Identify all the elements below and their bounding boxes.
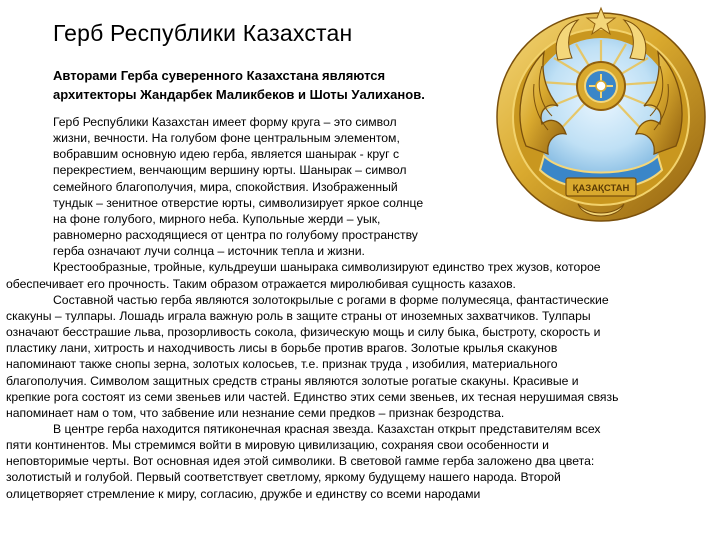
- body-line: напоминают также снопы зерна, золотых колосьев, т.е. признак труда , изобилия, материального: [6, 357, 558, 372]
- body-line: герба означают лучи солнца – источник тепла и жизни.: [53, 244, 365, 259]
- body-paragraphs: [6, 114, 716, 502]
- body-line: пяти континентов. Мы стремимся войти в мировую цивилизацию, сохраняя свои особенности и: [6, 438, 549, 453]
- body-line: В центре герба находится пятиконечная красная звезда. Казахстан открыт представителям всех: [53, 421, 601, 436]
- body-line: олицетворяет стремление к миру, согласию, дружбе и единству со всеми народами: [6, 486, 481, 501]
- body-line: благополучия. Символом защитных средств страны являются золотые рогатые скакуны. Красивые и: [6, 373, 579, 388]
- body-line: обеспечивает его прочность. Таким образом отражается миролюбивая сущность казахов.: [6, 276, 516, 291]
- body-line: равномерно расходящиеся от центра по голубому пространству: [53, 228, 418, 243]
- body-line: золотистый и голубой. Первый соответствует светлому, яркому будущему нашего народа. Второй: [6, 470, 561, 485]
- page-title: Герб Республики Казахстан: [53, 20, 353, 46]
- authors-paragraph: [53, 66, 493, 104]
- body-line: на фоне голубого, мирного неба. Купольные жерди – уык,: [53, 211, 381, 226]
- body-line: скакуны – тулпары. Лошадь играла важную роль в защите страны от иноземных захватчиков. Тулпары: [6, 308, 591, 323]
- body-line: напоминает нам о том, что забвение или незнание семи предков – признак безродства.: [6, 405, 505, 420]
- body-line: Герб Республики Казахстан имеет форму круга – это символ: [53, 115, 397, 129]
- body-line: Составной частью герба являются золотокрылые с рогами в форме полумесяца, фантастические: [53, 292, 609, 307]
- body-line: неповторимые черты. Вот основная идея этой символики. В световой гамме герба заложено два цвета:: [6, 454, 595, 469]
- body-line: перекрестием, венчающим вершину юрты. Шанырак – символ: [53, 163, 407, 178]
- authors-line: Авторами Герба суверенного Казахстана являются: [53, 68, 386, 83]
- body-line: жизни, вечности. На голубом фоне центральным элементом,: [53, 131, 400, 146]
- body-line: семейного благополучия, мира, спокойствия. Изображенный: [53, 179, 398, 194]
- body-line: крепкие рога состоят из семи звеньев или частей. Единство этих семи звеньев, их тесная нерушимая связь: [6, 389, 619, 404]
- body-line: вобравшим основную идею герба, является шанырак - круг с: [53, 147, 400, 162]
- body-line: Крестообразные, тройные, кульдреуши шанырака символизируют единство трех жузов, которое: [53, 260, 601, 275]
- body-line: пластику лани, хитрость и находчивость лисы в борьбе против врагов. Золотые крылья скакунов: [6, 341, 558, 356]
- authors-line: архитекторы Жандарбек Маликбеков и Шоты Уалиханов.: [53, 87, 425, 102]
- emblem-banner-text: ҚАЗАҚСТАН: [572, 183, 630, 194]
- body-line: означают бесстрашие льва, прозорливость сокола, физическую мощь и силу быка, быстроту, скорость и: [6, 325, 601, 340]
- body-line: тундык – зенитное отверстие юрты, символизирует яркое солнце: [53, 195, 424, 210]
